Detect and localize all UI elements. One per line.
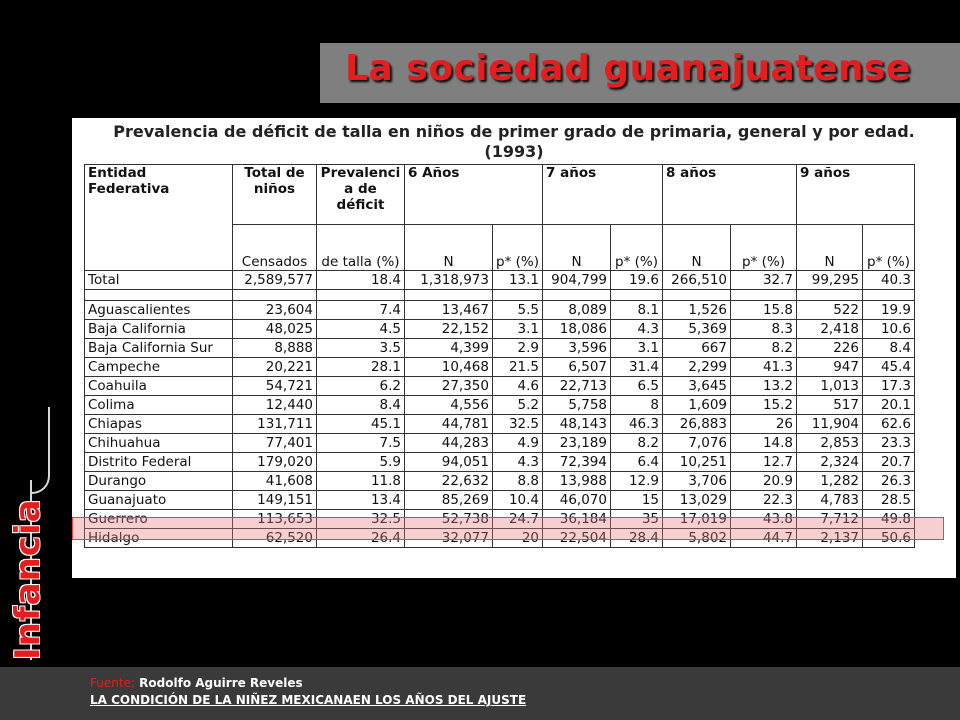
table-cell: 31.4 xyxy=(611,358,663,377)
table-cell: 22,632 xyxy=(405,472,493,491)
row-entity: Distrito Federal xyxy=(85,453,233,472)
header-p-9: p* (%) xyxy=(863,225,915,271)
row-entity: Baja California xyxy=(85,320,233,339)
table-cell: 8.2 xyxy=(611,434,663,453)
row-entity: Total xyxy=(85,271,233,290)
table-cell: 14.8 xyxy=(731,434,797,453)
table-cell: 28.1 xyxy=(317,358,405,377)
table-cell: 6,507 xyxy=(543,358,611,377)
table-cell: 18,086 xyxy=(543,320,611,339)
table-cell: 4.9 xyxy=(493,434,543,453)
table-cell: 44.7 xyxy=(731,529,797,548)
table-cell: 20 xyxy=(493,529,543,548)
table-cell: 10,468 xyxy=(405,358,493,377)
table-cell: 4.3 xyxy=(611,320,663,339)
table-cell: 4.6 xyxy=(493,377,543,396)
source-work: LA CONDICIÓN DE LA NIÑEZ MEXICANAEN LOS AÑOS DEL AJUSTE xyxy=(90,693,527,707)
header-p-8: p* (%) xyxy=(731,225,797,271)
table-row xyxy=(85,415,915,434)
row-entity: Durango xyxy=(85,472,233,491)
table-cell: 3,706 xyxy=(663,472,731,491)
table-cell: 8,888 xyxy=(233,339,317,358)
table-cell: 3,645 xyxy=(663,377,731,396)
table-cell: 12.9 xyxy=(611,472,663,491)
table-cell: 8.4 xyxy=(863,339,915,358)
table-cell: 44,283 xyxy=(405,434,493,453)
header-n-7: N xyxy=(543,225,611,271)
table-cell: 20,221 xyxy=(233,358,317,377)
table-cell: 26,883 xyxy=(663,415,731,434)
table-cell: 19.9 xyxy=(863,301,915,320)
table-cell: 21.5 xyxy=(493,358,543,377)
table-cell: 3.5 xyxy=(317,339,405,358)
table-cell: 7.4 xyxy=(317,301,405,320)
table-cell: 26.3 xyxy=(863,472,915,491)
source-label: Fuente: xyxy=(90,676,135,690)
table-cell: 49.8 xyxy=(863,510,915,529)
row-entity: Guerrero xyxy=(85,510,233,529)
header-n-6: N xyxy=(405,225,493,271)
table-cell: 48,025 xyxy=(233,320,317,339)
source-author: Rodolfo Aguirre Reveles xyxy=(139,676,303,690)
table-cell: 4,783 xyxy=(797,491,863,510)
table-cell: 131,711 xyxy=(233,415,317,434)
table-cell: 54,721 xyxy=(233,377,317,396)
table-row xyxy=(85,377,915,396)
table-cell: 32,077 xyxy=(405,529,493,548)
table-row xyxy=(85,472,915,491)
table-cell: 13,029 xyxy=(663,491,731,510)
table-cell: 72,394 xyxy=(543,453,611,472)
table-cell: 45.4 xyxy=(863,358,915,377)
table-cell: 20.9 xyxy=(731,472,797,491)
header-total: Total de niños xyxy=(233,165,317,225)
table-cell: 4,399 xyxy=(405,339,493,358)
table-cell: 10,251 xyxy=(663,453,731,472)
table-cell: 94,051 xyxy=(405,453,493,472)
table-cell: 41.3 xyxy=(731,358,797,377)
table-cell: 2,589,577 xyxy=(233,271,317,290)
table-cell: 50.6 xyxy=(863,529,915,548)
table-cell: 52,738 xyxy=(405,510,493,529)
table-cell: 179,020 xyxy=(233,453,317,472)
header-prevalence: Prevalenci a de déficit xyxy=(317,165,405,225)
table-cell: 26 xyxy=(731,415,797,434)
table-row xyxy=(85,271,915,290)
header-p-6: p* (%) xyxy=(493,225,543,271)
table-row xyxy=(85,339,915,358)
table-cell: 20.7 xyxy=(863,453,915,472)
table-cell: 3,596 xyxy=(543,339,611,358)
table-cell: 32.5 xyxy=(493,415,543,434)
table-cell: 62.6 xyxy=(863,415,915,434)
table-cell: 947 xyxy=(797,358,863,377)
header-p-7: p* (%) xyxy=(611,225,663,271)
table-cell: 11,904 xyxy=(797,415,863,434)
guanajuato-highlight xyxy=(72,517,944,540)
table-row xyxy=(85,453,915,472)
table-cell: 22,713 xyxy=(543,377,611,396)
table-cell: 18.4 xyxy=(317,271,405,290)
table-cell: 266,510 xyxy=(663,271,731,290)
table-cell: 28.4 xyxy=(611,529,663,548)
table-cell: 17,019 xyxy=(663,510,731,529)
table-cell: 5.5 xyxy=(493,301,543,320)
table-cell: 2,853 xyxy=(797,434,863,453)
table-cell: 17.3 xyxy=(863,377,915,396)
row-entity: Hidalgo xyxy=(85,529,233,548)
table-row xyxy=(85,320,915,339)
table-cell: 10.6 xyxy=(863,320,915,339)
table-cell: 6.2 xyxy=(317,377,405,396)
table-cell: 8.1 xyxy=(611,301,663,320)
table-cell: 5.9 xyxy=(317,453,405,472)
table-cell: 522 xyxy=(797,301,863,320)
table-cell: 36,184 xyxy=(543,510,611,529)
table-cell: 8 xyxy=(611,396,663,415)
table-cell: 32.5 xyxy=(317,510,405,529)
table-cell: 15 xyxy=(611,491,663,510)
row-entity: Chihuahua xyxy=(85,434,233,453)
table-cell: 12.7 xyxy=(731,453,797,472)
table-cell: 1,318,973 xyxy=(405,271,493,290)
table-cell: 8.3 xyxy=(731,320,797,339)
table-cell: 8.2 xyxy=(731,339,797,358)
table-cell: 15.2 xyxy=(731,396,797,415)
table-cell: 3.1 xyxy=(493,320,543,339)
table-cell: 13,467 xyxy=(405,301,493,320)
header-n-9: N xyxy=(797,225,863,271)
table-cell: 149,151 xyxy=(233,491,317,510)
header-prevalence-sub: de talla (%) xyxy=(317,225,405,271)
table-cell: 13,988 xyxy=(543,472,611,491)
table-cell: 6.4 xyxy=(611,453,663,472)
table-cell: 2,418 xyxy=(797,320,863,339)
table-cell: 5,369 xyxy=(663,320,731,339)
table-cell: 8,089 xyxy=(543,301,611,320)
table-cell: 2,299 xyxy=(663,358,731,377)
table-cell: 1,609 xyxy=(663,396,731,415)
table-panel xyxy=(72,118,956,578)
table-cell: 24.7 xyxy=(493,510,543,529)
header-age-8: 8 años xyxy=(663,165,797,225)
table-cell: 7,076 xyxy=(663,434,731,453)
row-entity: Colima xyxy=(85,396,233,415)
table-cell: 2.9 xyxy=(493,339,543,358)
table-cell: 8.8 xyxy=(493,472,543,491)
table-cell: 10.4 xyxy=(493,491,543,510)
table-cell: 517 xyxy=(797,396,863,415)
row-entity: Coahuila xyxy=(85,377,233,396)
side-label: Infancia xyxy=(8,498,48,660)
header-age-6: 6 Años xyxy=(405,165,543,225)
table-cell: 7,712 xyxy=(797,510,863,529)
table-cell: 62,520 xyxy=(233,529,317,548)
table-cell: 46.3 xyxy=(611,415,663,434)
table-cell: 22.3 xyxy=(731,491,797,510)
slide-title: La sociedad guanajuatense xyxy=(345,48,911,89)
table-cell: 99,295 xyxy=(797,271,863,290)
row-entity: Chiapas xyxy=(85,415,233,434)
table-cell: 1,526 xyxy=(663,301,731,320)
table-title-line2: (1993) xyxy=(484,142,544,161)
table-cell: 85,269 xyxy=(405,491,493,510)
table-cell: 19.6 xyxy=(611,271,663,290)
table-cell: 22,504 xyxy=(543,529,611,548)
table-cell: 13.2 xyxy=(731,377,797,396)
table-cell: 32.7 xyxy=(731,271,797,290)
header-entidad: Entidad Federativa xyxy=(85,165,233,271)
table-cell: 3.1 xyxy=(611,339,663,358)
table-cell: 667 xyxy=(663,339,731,358)
row-entity: Guanajuato xyxy=(85,491,233,510)
table-cell: 23.3 xyxy=(863,434,915,453)
table-row xyxy=(85,396,915,415)
table-cell: 226 xyxy=(797,339,863,358)
table-cell: 15.8 xyxy=(731,301,797,320)
table-row xyxy=(85,434,915,453)
table-cell: 43.8 xyxy=(731,510,797,529)
data-table xyxy=(84,164,915,548)
table-cell: 6.5 xyxy=(611,377,663,396)
table-title-line1: Prevalencia de déficit de talla en niños de primer grado de primaria, general y por edad. xyxy=(113,122,915,141)
table-cell: 22,152 xyxy=(405,320,493,339)
table-row xyxy=(85,491,915,510)
table-cell: 5.2 xyxy=(493,396,543,415)
row-entity: Baja California Sur xyxy=(85,339,233,358)
table-cell: 13.1 xyxy=(493,271,543,290)
table-cell: 48,143 xyxy=(543,415,611,434)
header-n-8: N xyxy=(663,225,731,271)
header-total-sub: Censados xyxy=(233,225,317,271)
table-cell: 13.4 xyxy=(317,491,405,510)
table-title xyxy=(72,122,956,162)
table-cell: 23,604 xyxy=(233,301,317,320)
table-cell: 27,350 xyxy=(405,377,493,396)
row-entity: Campeche xyxy=(85,358,233,377)
table-cell: 41,608 xyxy=(233,472,317,491)
table-cell: 46,070 xyxy=(543,491,611,510)
table-cell: 44,781 xyxy=(405,415,493,434)
table-cell: 2,324 xyxy=(797,453,863,472)
spacer-row xyxy=(85,290,915,301)
table-cell: 5,802 xyxy=(663,529,731,548)
table-cell: 20.1 xyxy=(863,396,915,415)
table-row xyxy=(85,301,915,320)
table-cell: 113,653 xyxy=(233,510,317,529)
table-cell: 1,282 xyxy=(797,472,863,491)
table-cell: 45.1 xyxy=(317,415,405,434)
header-age-9: 9 años xyxy=(797,165,915,225)
source-line xyxy=(90,676,303,690)
table-cell: 5,758 xyxy=(543,396,611,415)
table-cell: 23,189 xyxy=(543,434,611,453)
table-row xyxy=(85,358,915,377)
table-body xyxy=(85,271,915,548)
header-age-7: 7 años xyxy=(543,165,663,225)
table-cell: 8.4 xyxy=(317,396,405,415)
table-cell: 28.5 xyxy=(863,491,915,510)
table-cell: 2,137 xyxy=(797,529,863,548)
table-cell: 40.3 xyxy=(863,271,915,290)
table-cell: 11.8 xyxy=(317,472,405,491)
row-entity: Aguascalientes xyxy=(85,301,233,320)
table-cell: 12,440 xyxy=(233,396,317,415)
table-cell: 904,799 xyxy=(543,271,611,290)
table-cell: 35 xyxy=(611,510,663,529)
table-cell: 26.4 xyxy=(317,529,405,548)
table-cell: 1,013 xyxy=(797,377,863,396)
table-cell: 77,401 xyxy=(233,434,317,453)
table-cell: 4,556 xyxy=(405,396,493,415)
table-cell: 7.5 xyxy=(317,434,405,453)
table-cell: 4.3 xyxy=(493,453,543,472)
table-cell: 4.5 xyxy=(317,320,405,339)
